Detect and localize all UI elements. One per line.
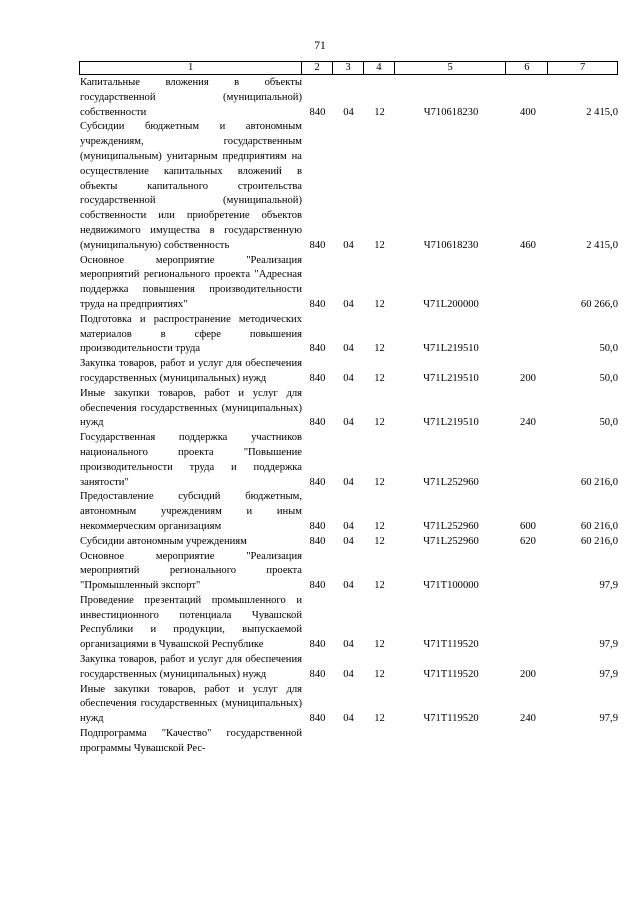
table-row <box>80 550 618 594</box>
table-row <box>80 387 618 431</box>
row-section: 04 <box>343 639 354 651</box>
row-section: 04 <box>343 372 354 384</box>
header-col-1: 1 <box>80 62 302 74</box>
row-ministry-code: 840 <box>309 535 326 547</box>
row-expense-type: 200 <box>520 668 536 680</box>
row-ministry-code: 840 <box>309 520 326 532</box>
row-section: 04 <box>343 668 354 680</box>
header-col-2: 2 <box>302 62 333 74</box>
table-row <box>80 254 618 313</box>
row-subsection: 12 <box>374 343 385 355</box>
row-amount: 60 216,0 <box>580 535 618 547</box>
row-subsection: 12 <box>374 372 385 384</box>
table-row <box>80 490 618 534</box>
row-target-article: Ч71L219510 <box>423 372 479 384</box>
row-subsection: 12 <box>374 580 385 592</box>
row-subsection: 12 <box>374 535 385 547</box>
row-amount: 2 415,0 <box>586 239 618 251</box>
row-subsection: 12 <box>374 639 385 651</box>
row-amount: 97,9 <box>599 639 618 651</box>
table-row <box>80 120 618 253</box>
table-row <box>80 431 618 490</box>
row-section: 04 <box>343 239 354 251</box>
row-ministry-code: 840 <box>309 713 326 725</box>
row-amount: 50,0 <box>599 417 618 429</box>
row-section: 04 <box>343 520 354 532</box>
row-subsection: 12 <box>374 476 385 488</box>
row-target-article: Ч71T119520 <box>423 713 479 725</box>
row-expense-type: 460 <box>520 239 536 251</box>
row-amount: 60 216,0 <box>580 520 618 532</box>
row-section: 04 <box>343 476 354 488</box>
header-col-5: 5 <box>395 62 507 74</box>
row-ministry-code: 840 <box>309 106 326 118</box>
row-amount: 97,9 <box>599 668 618 680</box>
row-amount: 60 266,0 <box>580 298 618 310</box>
row-expense-type: 620 <box>520 535 536 547</box>
row-ministry-code: 840 <box>309 239 326 251</box>
row-subsection: 12 <box>374 106 385 118</box>
row-subsection: 12 <box>374 668 385 680</box>
row-name: Субсидии бюджетным и автономным учреждениям, государственным (муниципальным) унитарным предприятиям на осуществление капитальных вложений в объекты капитального строительства государственной (муниципальной) собственности или приобретение объектов недвижимого имущества в государственную (муниципальную) собственность <box>80 121 302 251</box>
row-name: Иные закупки товаров, работ и услуг для обеспечения государственных (муниципальных) нужд <box>80 387 302 429</box>
row-name: Основное мероприятие "Реализация мероприятий регионального проекта "Адресная поддержка повышения производительности труда на предприятиях" <box>80 254 302 310</box>
row-section: 04 <box>343 417 354 429</box>
table-row <box>80 357 618 387</box>
row-target-article: Ч71L252960 <box>423 476 479 488</box>
row-name: Проведение презентаций промышленного и инвестиционного потенциала Чувашской Республики и продукции, выпускаемой организациями в Чувашской Республике <box>80 594 302 651</box>
row-target-article: Ч71L252960 <box>423 520 479 532</box>
row-target-article: Ч710618230 <box>423 239 479 251</box>
row-target-article: Ч71T119520 <box>423 639 479 651</box>
row-target-article: Ч71T119520 <box>423 668 479 680</box>
row-expense-type: 600 <box>520 520 536 532</box>
row-ministry-code: 840 <box>309 476 326 488</box>
table-row <box>80 653 618 683</box>
row-amount: 2 415,0 <box>586 106 618 118</box>
row-name: Подготовка и распространение методических материалов в сфере повышения производительности труда <box>80 313 302 355</box>
table-row <box>80 76 618 120</box>
table-row <box>80 594 618 653</box>
row-amount: 97,9 <box>599 580 618 592</box>
row-name: Закупка товаров, работ и услуг для обеспечения государственных (муниципальных) нужд <box>80 654 302 680</box>
row-expense-type: 400 <box>520 106 536 118</box>
row-target-article: Ч71L252960 <box>423 535 479 547</box>
row-name: Основное мероприятие "Реализация мероприятий регионального проекта "Промышленный экспорт" <box>80 550 302 592</box>
header-col-6: 6 <box>506 62 548 74</box>
row-section: 04 <box>343 343 354 355</box>
table-header <box>79 61 618 75</box>
header-col-7: 7 <box>579 62 586 73</box>
row-subsection: 12 <box>374 298 385 310</box>
row-name: Государственная поддержка участников национального проекта "Повышение производительности труда и поддержка занятости" <box>80 432 302 488</box>
row-target-article: Ч71T100000 <box>423 580 479 592</box>
row-target-article: Ч71L219510 <box>423 417 479 429</box>
row-section: 04 <box>343 713 354 725</box>
row-name: Капитальные вложения в объекты государственной (муниципальной) собственности <box>80 77 302 118</box>
row-amount: 50,0 <box>599 343 618 355</box>
table-row <box>80 535 618 550</box>
row-ministry-code: 840 <box>309 668 326 680</box>
row-name: Подпрограмма "Качество" государственной программы Чувашской Рес- <box>80 728 302 754</box>
budget-table-body <box>80 76 618 757</box>
row-expense-type: 200 <box>520 372 536 384</box>
row-ministry-code: 840 <box>309 343 326 355</box>
table-row <box>80 727 618 757</box>
header-col-3: 3 <box>333 62 364 74</box>
row-amount: 60 216,0 <box>580 476 618 488</box>
row-subsection: 12 <box>374 520 385 532</box>
table-row <box>80 313 618 357</box>
row-section: 04 <box>343 106 354 118</box>
row-ministry-code: 840 <box>309 372 326 384</box>
row-amount: 50,0 <box>599 372 618 384</box>
row-name: Предоставление субсидий бюджетным, автономным учреждениям и иным некоммерческим организациям <box>80 491 302 532</box>
row-ministry-code: 840 <box>309 580 326 592</box>
row-amount: 97,9 <box>599 713 618 725</box>
row-expense-type: 240 <box>520 713 536 725</box>
row-target-article: Ч710618230 <box>423 106 479 118</box>
row-section: 04 <box>343 535 354 547</box>
row-subsection: 12 <box>374 713 385 725</box>
row-subsection: 12 <box>374 239 385 251</box>
row-name: Закупка товаров, работ и услуг для обеспечения государственных (муниципальных) нужд <box>80 358 302 384</box>
row-ministry-code: 840 <box>309 417 326 429</box>
row-expense-type: 240 <box>520 417 536 429</box>
row-section: 04 <box>343 298 354 310</box>
row-name: Иные закупки товаров, работ и услуг для обеспечения государственных (муниципальных) нужд <box>80 683 302 725</box>
row-ministry-code: 840 <box>309 639 326 651</box>
table-row <box>80 683 618 727</box>
row-target-article: Ч71L219510 <box>423 343 479 355</box>
row-section: 04 <box>343 580 354 592</box>
page-number: 71 <box>314 40 326 52</box>
header-col-4: 4 <box>364 62 395 74</box>
row-ministry-code: 840 <box>309 298 326 310</box>
row-target-article: Ч71L200000 <box>423 298 479 310</box>
row-name: Субсидии автономным учреждениям <box>80 535 247 547</box>
row-subsection: 12 <box>374 417 385 429</box>
